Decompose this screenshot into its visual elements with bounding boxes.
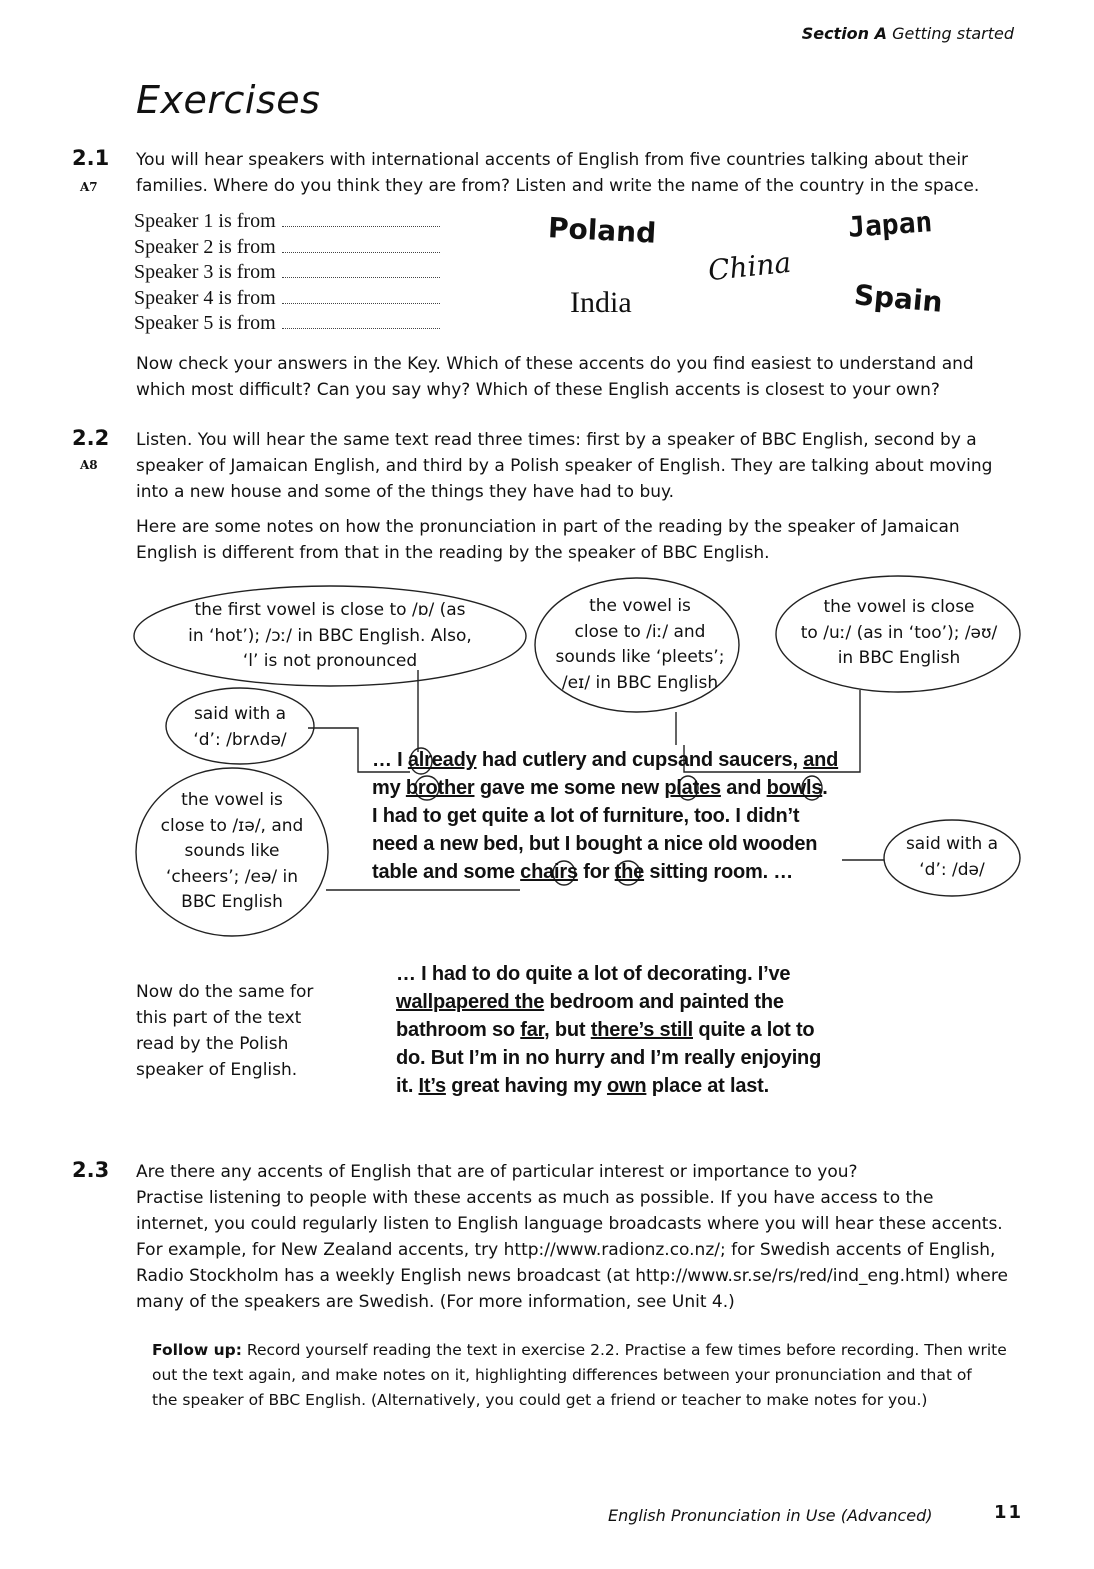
page-title: Exercises	[136, 78, 321, 122]
intro-line: into a new house and some of the things they have had to buy.	[136, 482, 675, 502]
bubble-line: said with a	[193, 704, 287, 724]
text-line: do. But I’m in no hurry and I’m really enjoying	[396, 1047, 822, 1069]
text-line: internet, you could regularly listen to English language broadcasts where you will hear these accents.	[136, 1214, 1003, 1234]
text-run: sitting room. …	[644, 861, 794, 883]
note-bubble-chairs	[146, 788, 318, 916]
text-run: it.	[396, 1075, 419, 1097]
exercise-2-3-text	[136, 1159, 1016, 1315]
text-run: for	[577, 861, 615, 883]
text-line: the speaker of BBC English. (Alternatively, you could get a friend or teacher to make notes for you.)	[152, 1391, 928, 1409]
speaker-label: Speaker 2 is from	[134, 235, 276, 258]
check-line: Now check your answers in the Key. Which of these accents do you find easiest to understand and	[136, 354, 974, 374]
speaker-label: Speaker 3 is from	[134, 261, 276, 283]
text-run: place at last.	[646, 1075, 769, 1097]
bubble-line: /eɪ/ in BBC English	[561, 672, 719, 693]
notes-line: English is different from that in the reading by the speaker of BBC English.	[136, 543, 770, 563]
marked-word: there’s still	[590, 1019, 693, 1041]
page-number: 11	[994, 1502, 1024, 1523]
text-line	[152, 1338, 1012, 1363]
marked-word: far	[520, 1019, 545, 1041]
marked-word: and	[803, 749, 839, 771]
marked-word: chairs	[520, 861, 578, 883]
text-run: had cutlery and cups	[476, 749, 678, 771]
bubble-line: the first vowel is close to /ɒ/ (as	[194, 600, 466, 620]
text-run: and	[720, 777, 767, 799]
follow-up-label: Follow up:	[152, 1341, 242, 1359]
polish-reading-text	[396, 960, 821, 1100]
bubble-line: ‘l’ is not pronounced	[242, 651, 418, 671]
marked-word: brother	[405, 777, 475, 799]
bubble-line: BBC English	[181, 892, 283, 912]
exercise-2-3-number: 2.3	[72, 1158, 110, 1182]
country-china: China	[706, 245, 793, 288]
text-line: I had to get quite a lot of furniture, too. I didn’t	[372, 805, 800, 827]
country-india: India	[570, 286, 632, 319]
header-section-title: Getting started	[892, 24, 1014, 43]
instruction-line: this part of the text	[136, 1008, 302, 1028]
speaker-label: Speaker 4 is from	[134, 286, 276, 309]
speaker-label: Speaker 1 is from	[134, 210, 276, 232]
follow-up-box	[152, 1338, 1012, 1413]
marked-word: It’s	[418, 1075, 446, 1097]
text-run: great having my	[445, 1075, 607, 1097]
text-run: my	[372, 777, 406, 799]
text-run: table and some	[372, 861, 521, 883]
check-line: which most difficult? Can you say why? Which of these English accents is closest to your own?	[136, 380, 940, 400]
text-line	[396, 1016, 821, 1044]
bubble-line: ‘d’: /də/	[919, 859, 985, 880]
intro-line: families. Where do you think they are from? Listen and write the name of the country in the space.	[136, 176, 980, 196]
bubble-line: to /uː/ (as in ‘too’); /əʊ/	[800, 622, 998, 643]
note-bubble-the	[890, 832, 1014, 883]
text-line	[396, 988, 821, 1016]
bubble-line: the vowel is	[181, 790, 283, 810]
bubble-line: the vowel is close	[823, 597, 975, 617]
bubble-line: ‘cheers’; /eə/ in	[165, 866, 299, 887]
text-line	[372, 858, 838, 886]
header-section: Section A	[801, 24, 888, 43]
text-run: bathroom so	[396, 1019, 521, 1041]
marked-word: wallpapered the	[396, 991, 545, 1013]
bubble-line: said with a	[905, 834, 999, 854]
polish-instruction	[136, 979, 336, 1083]
instruction-line: Now do the same for	[136, 982, 314, 1002]
note-bubble-plates	[545, 594, 735, 696]
bubble-line: sounds like	[184, 841, 280, 861]
bubble-line: in BBC English	[837, 648, 961, 668]
instruction-line: speaker of English.	[136, 1060, 298, 1080]
text-line: … I had to do quite a lot of decorating. I’ve	[396, 963, 791, 985]
note-bubble-already	[150, 598, 510, 675]
intro-line: You will hear speakers with international accents of English from five countries talking about their	[136, 150, 969, 170]
text-line: out the text again, and make notes on it, highlighting differences between your pronunciation and that of	[152, 1366, 972, 1384]
exercise-2-2-number: 2.2	[72, 426, 110, 450]
text-run: quite a lot to	[693, 1019, 815, 1041]
bubble-line: the vowel is	[589, 596, 691, 616]
intro-line: speaker of Jamaican English, and third by a Polish speaker of English. They are talking about moving	[136, 456, 993, 476]
intro-line: Listen. You will hear the same text read three times: first by a speaker of BBC English, second by a	[136, 430, 977, 450]
marked-word: already	[407, 749, 477, 771]
bubble-line: sounds like ‘pleets’;	[555, 647, 725, 667]
text-line: Practise listening to people with these accents as much as possible. If you have access to the	[136, 1188, 934, 1208]
country-poland: Poland	[547, 211, 658, 250]
text-line: Radio Stockholm has a weekly English news broadcast (at http://www.sr.se/rs/red/ind_eng.html) where	[136, 1266, 1008, 1286]
text-line	[372, 746, 838, 774]
exercise-2-1-track: A7	[80, 180, 98, 194]
text-run: .	[822, 777, 828, 799]
bubble-line: close to /ɪə/, and	[160, 815, 304, 836]
text-run: bedroom and painted the	[544, 991, 784, 1013]
text-line: Are there any accents of English that are of particular interest or importance to you?	[136, 1162, 858, 1182]
notes-line: Here are some notes on how the pronunciation in part of the reading by the speaker of Jamaican	[136, 517, 960, 537]
text-line: many of the speakers are Swedish. (For more information, see Unit 4.)	[136, 1292, 735, 1312]
country-japan: Japan	[846, 205, 934, 244]
text-run: gave me some new	[474, 777, 665, 799]
jamaican-reading-text	[372, 746, 838, 886]
bubble-line: close to /iː/ and	[574, 621, 706, 642]
note-bubble-brother	[170, 702, 310, 753]
marked-word: plates	[664, 777, 721, 799]
text-line: need a new bed, but I bought a nice old wooden	[372, 833, 818, 855]
text-run: , but	[544, 1019, 591, 1041]
text-run: and saucers,	[677, 749, 804, 771]
marked-word: own	[606, 1075, 647, 1097]
text-line: For example, for New Zealand accents, try http://www.radionz.co.nz/; for Swedish accents of English,	[136, 1240, 996, 1260]
marked-word: the	[614, 861, 645, 883]
footer-book-title: English Pronunciation in Use (Advanced)	[608, 1506, 933, 1525]
text-run: Record yourself reading the text in exercise 2.2. Practise a few times before recording. Then write	[241, 1341, 1007, 1359]
marked-word: bowls	[766, 777, 823, 799]
text-run: … I	[372, 749, 408, 771]
speaker-label: Speaker 5 is from	[134, 312, 276, 334]
bubble-line: in ‘hot’); /ɔː/ in BBC English. Also,	[188, 625, 472, 646]
instruction-line: read by the Polish	[136, 1034, 289, 1054]
country-spain: Spain	[852, 278, 944, 319]
text-line	[372, 774, 838, 802]
note-bubble-bowls	[782, 595, 1016, 672]
text-line	[396, 1072, 821, 1100]
bubble-line: ‘d’: /brʌdə/	[193, 729, 287, 750]
exercise-2-1-number: 2.1	[72, 146, 110, 170]
exercise-2-2-track: A8	[80, 458, 98, 472]
